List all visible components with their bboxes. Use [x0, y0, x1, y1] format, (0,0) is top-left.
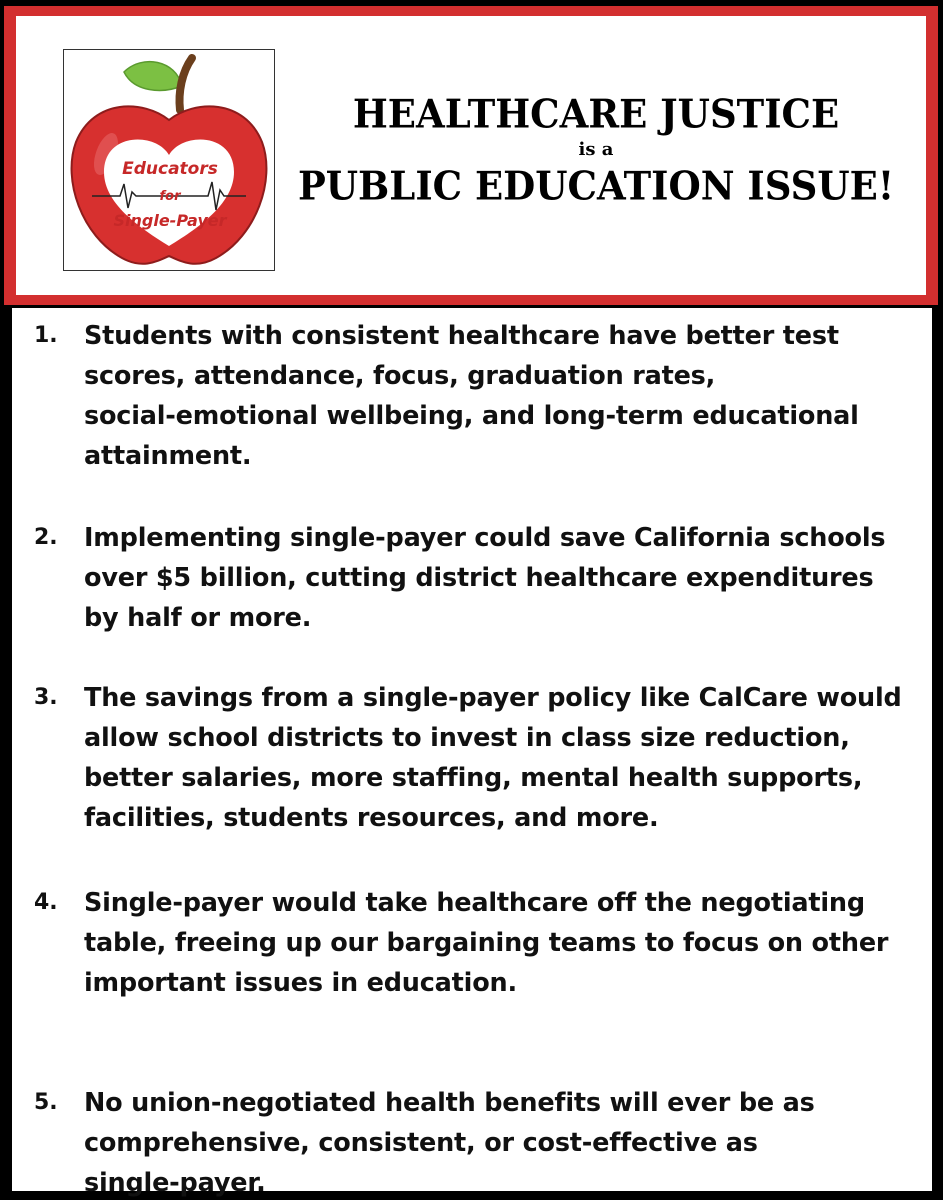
point-text [84, 1083, 924, 1200]
logo-line3: Single-Payer [113, 211, 227, 230]
point-text [84, 883, 924, 1003]
point-text-line: The savings from a single-payer policy like CalCare would [84, 683, 902, 713]
point-text [84, 518, 924, 638]
point-text-line: Implementing single-payer could save California schools [84, 523, 886, 553]
headline-line3: PUBLIC EDUCATION ISSUE! [297, 162, 895, 210]
logo-line1: Educators [122, 159, 218, 179]
point-text-line: allow school districts to invest in class size reduction, [84, 723, 850, 753]
point-text-line: table, freeing up our bargaining teams to focus on other [84, 928, 889, 958]
stem-icon [180, 58, 193, 110]
header-frame [4, 6, 938, 305]
headline-line2: is a [578, 139, 614, 160]
point-text [84, 316, 924, 476]
point-text-line: by half or more. [84, 603, 312, 633]
point-text-line: facilities, students resources, and more. [84, 803, 659, 833]
headline-line1: HEALTHCARE JUSTICE [352, 90, 840, 138]
point-item-3 [34, 678, 924, 838]
point-text-line: No union-negotiated health benefits will ever be as [84, 1088, 815, 1118]
header-panel [16, 16, 926, 295]
apple-logo-graphic [64, 50, 274, 270]
point-text-line: better salaries, more staffing, mental health supports, [84, 763, 863, 793]
point-text-line: Students with consistent healthcare have better test [84, 321, 839, 351]
logo-line2: for [159, 189, 181, 204]
point-item-4 [34, 883, 924, 1003]
educators-for-single-payer-logo [63, 49, 275, 271]
point-number: 2. [34, 525, 58, 550]
point-number: 4. [34, 890, 58, 915]
point-number: 1. [34, 323, 58, 348]
point-text-line: over $5 billion, cutting district healthcare expenditures [84, 563, 874, 593]
point-item-2 [34, 518, 924, 638]
headline [276, 91, 916, 209]
point-number: 5. [34, 1090, 58, 1115]
point-item-5 [34, 1083, 924, 1200]
point-text-line: single-payer. [84, 1168, 266, 1198]
point-text-line: scores, attendance, focus, graduation rates, [84, 361, 716, 391]
point-text-line: social-emotional wellbeing, and long-term educational [84, 401, 859, 431]
point-text-line: important issues in education. [84, 968, 517, 998]
point-item-1 [34, 316, 924, 476]
point-text-line: attainment. [84, 441, 252, 471]
point-text-line: comprehensive, consistent, or cost-effective as [84, 1128, 758, 1158]
leaf-icon [124, 62, 182, 91]
point-text [84, 678, 924, 838]
point-text-line: Single-payer would take healthcare off the negotiating [84, 888, 865, 918]
points-panel [12, 308, 932, 1198]
point-number: 3. [34, 685, 58, 710]
